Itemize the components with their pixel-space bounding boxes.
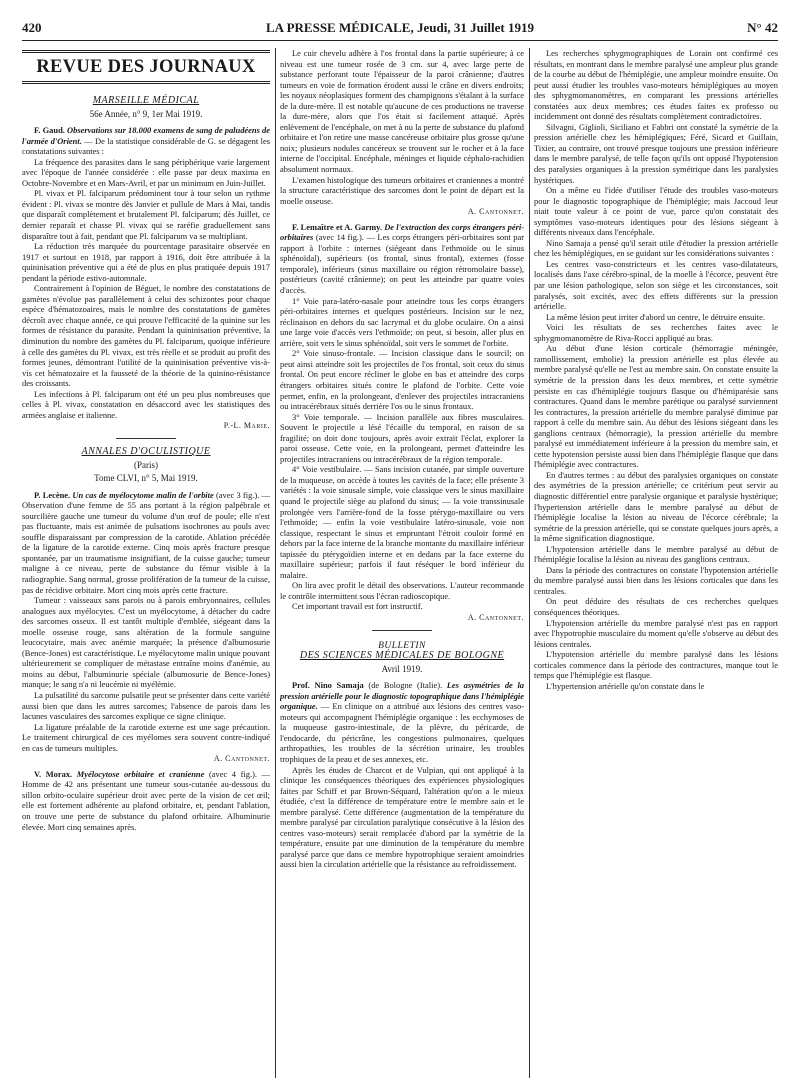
- article-paragraph: F. Gaud. Observations sur 18.000 examens de sang de paludéens de l'armée d'Orient. — De la statistique considérable de G. se dégagent les constatations suivantes :: [22, 125, 270, 157]
- article-author: F. Gaud.: [34, 125, 65, 136]
- article-paragraph: Cet important travail est fort instructif.: [292, 601, 423, 612]
- article-paragraph: On peut déduire des résultats de ces recherches quelques conséquences théoriques.: [534, 596, 778, 617]
- article-paragraph: On lira avec profit le détail des observations. L'auteur recommande le contrôle intermittent sous l'écran radioscopique.: [280, 580, 524, 601]
- article-paragraph: 2° Voie sinuso-frontale. — Incision classique dans le sourcil; on peut ainsi atteindre soit les projectiles de l'os frontal, soit ceux du sinus frontal. On peut encore récliner le globe en bas et atteindre des corps étrangers orbitaires situés contre le plafond de l'orbite. Cette voie permet, enfin, en la prolongeant, d'enlever des projectiles intracraniens ou intracérébraux situés derrière l'os ou le sinus frontaux.: [280, 348, 524, 412]
- article-paragraph: Prof. Nino Samaja (de Bologne (Italie). Les asymétries de la pression artérielle pour le diagnostic topographique dans l'hémiplégie organique. — En clinique on a attribué aux lésions des centres vaso-moteurs qui accompagnent l'hémiplégie organique : les ecchymoses de la muqueuse gastro-intestinale, de la plèvre, du péricarde, de l'endocarde, du péricrâne, les congestions pulmonaires, quelques arthropathies, les troubles de la sécrétion urinaire, les troubles trophiques de la peau et de ses annexes, etc.: [280, 680, 524, 764]
- running-header: [22, 20, 778, 42]
- journal-issue: Avril 1919.: [381, 663, 423, 674]
- page-number: 420: [22, 20, 42, 35]
- article-title: Myélocytose orbitaire et cranienne: [76, 768, 205, 779]
- separator: [116, 438, 176, 439]
- column-3: [534, 48, 778, 1078]
- column-2: [280, 48, 524, 1078]
- article-paragraph: V. Morax. Myélocytose orbitaire et cranienne (avec 4 fig.). — Homme de 42 ans présentant une tumeur sous-cutanée au-dessous du sillon orbito-oculaire supérieur droit avec perte de la vision de cet œil; elle est fortement adhérente au plafond orbitaire, et, pendant l'ablation, on trouve une perte de substance du plafond orbitaire. Albuminurie élevée. Mort cinq semaines après.: [22, 768, 270, 832]
- article-paragraph: L'hypertension artérielle qu'on constate dans le: [546, 680, 705, 691]
- article-author: V. Morax.: [34, 768, 73, 779]
- article-paragraph: Nino Samaja a pensé qu'il serait utile d'étudier la pression artérielle chez les hémiplégiques, en se guidant sur les considérations suivantes :: [534, 237, 778, 259]
- article-paragraph: L'hypotension artérielle du membre paralysé n'est pas en rapport avec l'hypotrophie musculaire du moment qu'elle s'observe au début des lésions centrales.: [534, 617, 778, 649]
- article-paragraph: Pl. vivax et Pl. falciparum prédominent tour à tour selon un rythme évident : Pl. vivax se montre dès Janvier et pullule de Mars à Mai, tandis que disparaît complètement et brutalement Pl. falciparum; dès Juillet, ce dernier reparaît et chasse Pl. vivax qui se raréfie graduellement sans disparaître tout à fait, pendant que Pl. falciparum va se multipliant.: [22, 188, 270, 241]
- article-paragraph: Contrairement à l'opinion de Béguet, le nombre des constatations de gamètes n'évolue pas parallèlement à celui des schizontes pour chaque espèce d'hématozoaires, mais le nombre des constatations de gamètes décroît avec chaque année, ce qui prouve l'efficacité de la quinine sur les formes de résistance du parasite. Pendant la quininisation préventive, la diminution du nombre des gamètes du Pl. falciparum, quoique inférieure à celle des gamètes du Pl. vivax, est très réelle et se produit au profit des formes jeunes, démontrant l'utilité de la quininisation préventive vis-à-vis cet hématozaire et la fausseté de la théorie de la quinino-résistance des croissants.: [22, 283, 270, 389]
- article-paragraph: La réduction très marquée du pourcentage parasitaire observée en 1917 et surtout en 1918, par rapport à 1916, doit être attribuée à la quininisation préventive qui a été de plus en plus pratiquée depuis 1917 pendant la période estivo-automnale.: [22, 241, 270, 283]
- article-paragraph: La pulsatilité du sarcome pulsatile peut se présenter dans cette variété aussi bien que dans les autres sarcomes; l'absence de parois dans les lacunes vasculaires des sarcomes explique ce signe clinique.: [22, 689, 270, 722]
- journal-issue: 56e Année, n° 9, 1er Mai 1919.: [89, 108, 203, 119]
- article-author: Prof. Nino Samaja: [292, 680, 364, 691]
- article-paragraph: L'hypotension artérielle du membre paralysé dans les lésions corticales commence dans la période des contractures, manque tout le temps que l'hémiplégie est flasque.: [534, 649, 778, 681]
- article-paragraph: On a même eu l'idée d'utiliser l'étude des troubles vaso-moteurs pour le diagnostic topographique de l'hémiplégie; mais Jaccoud leur niait toute valeur à ce point de vue, parce qu'on constatait des symptômes vaso-moteurs identiques pour des lésions siégeant à différents niveaux dans l'encéphale.: [534, 185, 778, 238]
- article-signature: P.-L. Marie.: [223, 421, 270, 431]
- section-title: REVUE DES JOURNAUX: [22, 50, 270, 84]
- journal-title: DES SCIENCES MÉDICALES DE BOLOGNE: [299, 650, 505, 662]
- article-paragraph: Les infections à Pl. falciparum ont été un peu plus nombreuses que celles à Pl. vivax, constatation en désaccord avec les statistiques des armées anglaise et italienne.: [22, 388, 270, 420]
- article-paragraph: 1° Voie para-latéro-nasale pour atteindre tous les corps étrangers péri-orbitaires internes et quelques postérieurs. Incision sur le nez, réclinaison en dehors du sac lacrymal et du globe oculaire. On a ainsi une large voie d'accès vers l'ethmoïde; on peut, si besoin, aller plus en arrière, soit vers le sinus sphénoïdal, soit vers le sommet de l'orbite.: [280, 295, 524, 348]
- article-paragraph: F. Lemaître et A. Garmy. De l'extraction des corps étrangers péri-orbitaires (avec 14 fig.). — Les corps étrangers péri-orbitaires sont par rapport à l'orbite : internes (siégeant dans l'ethmoïde ou le sinus sphénoïdal), supérieurs (os frontal, sinus frontal), externes (fosse temporale), inférieurs (sinus maxillaire ou région rétromolaire basse), postérieurs (cavité crânienne); on peut les atteindre par quatre voies d'accès.: [280, 221, 524, 296]
- article-signature: A. Cantonnet.: [213, 754, 270, 764]
- article-title: Un cas de myélocytome malin de l'orbite: [72, 489, 214, 500]
- article-title: Les asymétries de la pression artérielle pour le diagnostic topographique dans l'hémiplégie organique.: [280, 680, 524, 712]
- journal-title: ANNALES D'OCULISTIQUE: [81, 445, 211, 457]
- article-paragraph: Après les études de Charcot et de Vulpian, qui ont appliqué à la clinique les conséquences théoriques des expériences physiologiques faites par Schiff et par Brown-Séquard, l'altération qu'on a le mieux étudiée, c'est la différence de température entre le membre sain et le membre paralysé. Cette différence (augmentation de la température du membre paralysé par circulation paralytique consécutive à la lésion des centres vaso-moteurs) serait remplacée d'abord par la symétrie de la température, ensuite par une diminution de la température du membre paralysé parce que dans ce membre hypotrophique seraient amoindries aussi bien la circulation artérielle que la résistance au refroidissement.: [280, 764, 524, 870]
- article-paragraph: P. Lecène. Un cas de myélocytome malin de l'orbite (avec 3 fig.). — Observation d'une femme de 55 ans portant à la région palpébrale et sourcilière gauche une tumeur du volume d'un œuf de poule; elle n'est pas fluctuante, mais est animée de pulsations isochrones au pouls avec souffle disparaissant par compression de la carotide. Ablation précédée de la ligature de la carotide externe. Cinq mois après fracture presque spontanée, par un traumatisme insignifiant, de la cuisse gauche; tumeur maligne à ce niveau, perte de substance du fémur visible à la radiographie. Sang normal, grosse prolifération de la tumeur de la cuisse, pas de récidive orbitaire. Mort cinq mois après cette fracture.: [22, 489, 270, 595]
- article-paragraph: Au début d'une lésion corticale (hémorragie méningée, ramollissement, embolie) la pression artérielle est plus élevée au membre paralysé qu'elle ne l'est au membre sain. On constate ensuite la symétrie de la pression dans les deux membres, et cette symétrie persiste en cas d'hémiplégie toujours flasque ou d'hémiparésie sans contractures. Quand dans le membre parétique ou paralysé surviennent les contractures, la pression artérielle du membre paralysé diminue par rapport à celle du membre sain. Au début des lésions siégeant dans les ganglions centraux (hémorragie), la pression artérielle du membre paralysé est immédiatement inférieure à la pression du membre sain, et cette hypotension persiste aussi bien dans l'hémiplégie flasque que dans l'hémiplégie avec contractures.: [534, 343, 778, 470]
- article-paragraph: 4° Voie vestibulaire. — Sans incision cutanée, par simple ouverture de la muqueuse, on accède à toutes les cavités de la face; elle présente 3 variétés : la voie sinusale simple, voie classique vers le sinus maxillaire quand le projectile siège au plafond du sinus; — la voie transsinusale prolongée vers l'arrière-fond de la fosse ptérygo-maxillaire ou vers l'ethmoïde; — enfin la voie vestibulaire latéro-sinusale, voie non classique, respectant le sinus et empruntant l'étroit couloir formé en dehors par la face interne de la branche montante du maxillaire inférieur tapissée du ptérygoïdien interne et en dedans par la face externe du maxillaire supérieur; parfois il faut réséquer le bord inférieur du malaire.: [280, 464, 524, 580]
- article-signature: A. Cantonnet.: [467, 207, 524, 217]
- bulletin-kicker: BULLETIN: [378, 640, 426, 651]
- article-paragraph: Le cuir chevelu adhère à l'os frontal dans la partie supérieure; à ce niveau est une tumeur rosée de 3 cm. sur 4, avec large perte de substance perforant toute l'épaisseur de la paroi crânienne; d'autres tumeurs en voie de formation érodent aussi le crâne en divers endroits; les noyaux néoplasiques forment des champignons s'étalant à la surface de la dure-mère. Il est notable qu'aucune de ces productions ne traverse la dure-mère, alors que l'os était si facilement attaqué. Après enlèvement de l'encéphale, on met à nu la perte de substance du plafond orbitaire et l'on retire une masse cancéreuse orbitaire plus grosse qu'une noix; plusieurs nodules cancéreux se trouvent sur le rocher et à la face interne de l'occipital. Encéphale, méninges et liquide céphalo-rachidien absolument normaux.: [280, 48, 524, 175]
- article-title: Observations sur 18.000 examens de sang de paludéens de l'armée d'Orient.: [22, 125, 270, 146]
- article-paragraph: Dans la période des contractures on constate l'hypotension artérielle du membre paralysé aussi bien dans les lésions corticales que dans les centrales.: [534, 564, 778, 596]
- journal-title: MARSEILLE MÉDICAL: [92, 95, 200, 106]
- article-affiliation: (de Bologne (Italie).: [368, 680, 443, 691]
- separator: [372, 630, 432, 631]
- article-paragraph: Les centres vaso-constricteurs et les centres vaso-dilatateurs, localisés dans l'axe cérébro-spinal, de la moelle à l'écorce, peuvent être par une lésion pathologique, selon son siège et les circonstances, soit paralysés, soit excités, avec des effets différents sur la pression artérielle.: [534, 258, 778, 312]
- article-paragraph: La même lésion peut irriter d'abord un centre, le détruire ensuite.: [546, 311, 765, 322]
- article-paragraph: L'examen histologique des tumeurs orbitaires et craniennes a montré la structure caractéristique des sarcomes dont le point de départ est la moelle osseuse.: [280, 174, 524, 206]
- column-divider: [275, 48, 276, 1078]
- journal-city: (Paris): [134, 459, 158, 470]
- article-author: P. Lecène.: [34, 489, 71, 500]
- article-paragraph: Les recherches sphygmographiques de Lorain ont confirmé ces résultats, en montrant dans le membre paralysé une ampleur plus grande de la courbe au début de l'hémiplégie, une ampleur moindre ensuite. On peut aussi étudier les troubles vaso-moteurs hémiplégiques au moyen des sphygmomanomètres, en comparant les pressions artérielles constatées aux deux membres; ces études faites ex professo ou incidemment ont donné des résultats complètement contradictoires.: [534, 48, 778, 122]
- article-paragraph: En d'autres termes : au début des paralysies organiques on constate des asymétries de la pression artérielle; ce critérium peut servir au diagnostic différentiel entre paralysie organique et paralysie hystérique; l'hypertension artérielle dans le membre paralysé au début de l'hémiplégie localise la lésion au niveau de l'écorce cérébrale; la symétrie de la pression artérielle, qui se constate quelques jours après, a la même signification diagnostique.: [534, 469, 778, 544]
- header-rule: [22, 40, 778, 41]
- article-paragraph: L'hypotension artérielle dans le membre paralysé au début de l'hémiplégie localise la lésion au niveau des ganglions centraux.: [534, 543, 778, 565]
- running-title: LA PRESSE MÉDICALE, Jeudi, 31 Juillet 1919: [266, 20, 534, 35]
- column-divider: [529, 48, 530, 1078]
- journal-issue: Tome CLVI, n° 5, Mai 1919.: [94, 473, 198, 484]
- article-paragraph: Tumeur : vaisseaux sans parois ou à parois embryonnaires, cellules analogues aux myélocytes. C'est un myélocytome, à détacher du cadre des sarcomes osseux. Il est tantôt multiple d'emblée, siégeant dans la moelle osseuse rouge, sans altération de la formule sanguine leucocytaire, mais avec anémie marquée; la présence d'albumosurie (Bence-Jones) est caractéristique. Le myélocytome malin unique pouvant ultérieurement se compliquer de métastase entraîne moins d'anémie, au moins au début, l'albuminurie spéciale (albumosurie de Bence-Jones) manque; le sang n'a ni leucémie ni myélémie.: [22, 595, 270, 690]
- issue-number: N° 42: [747, 20, 778, 35]
- article-paragraph: Silvagni, Giglioli, Siciliano et Fabbri ont constaté la symétrie de la pression artérielle chez les hémiplégiques; Féré, Sicard et Guillain, Tixier, au contraire, ont trouvé presque toujours une pression inférieure dans le membre paralysé, de telle façon qu'ils ont opposé l'hypotension des paralysies organiques à la pression symétrique dans les paralysies hystériques.: [534, 121, 778, 185]
- article-paragraph: 3° Voie temporale. — Incision parallèle aux fibres musculaires. Souvent le projectile a lésé l'écaille du temporal, en raison de sa fragilité; on doit donc toujours, après avoir extrait l'éclat, explorer la paroi osseuse. Cette voie, en la prolongeant, permet d'atteindre les projectiles intracraniens ou intracérébraux de la région temporale.: [280, 411, 524, 464]
- column-1: [22, 48, 270, 1078]
- article-signature: A. Cantonnet.: [467, 612, 524, 622]
- article-paragraph: La fréquence des parasites dans le sang périphérique varie largement avec l'époque de l'année considérée : elle passe par deux maxima en Octobre-Novembre et en Mars-Avril, et par un minimum en Juin-Juillet.: [22, 156, 270, 188]
- article-title: De l'extraction des corps étrangers péri-orbitaires: [280, 221, 524, 243]
- article-paragraph: Voici les résultats de ses recherches faites avec le sphygmomanomètre de Riva-Rocci appliqué au bras.: [534, 322, 778, 343]
- article-author: F. Lemaître et A. Garmy.: [292, 221, 383, 232]
- article-paragraph: La ligature préalable de la carotide externe est une sage précaution. Le traitement chirurgical de ces myélomes sera souvent contre-indiqué en cas de tumeurs multiples.: [22, 721, 270, 753]
